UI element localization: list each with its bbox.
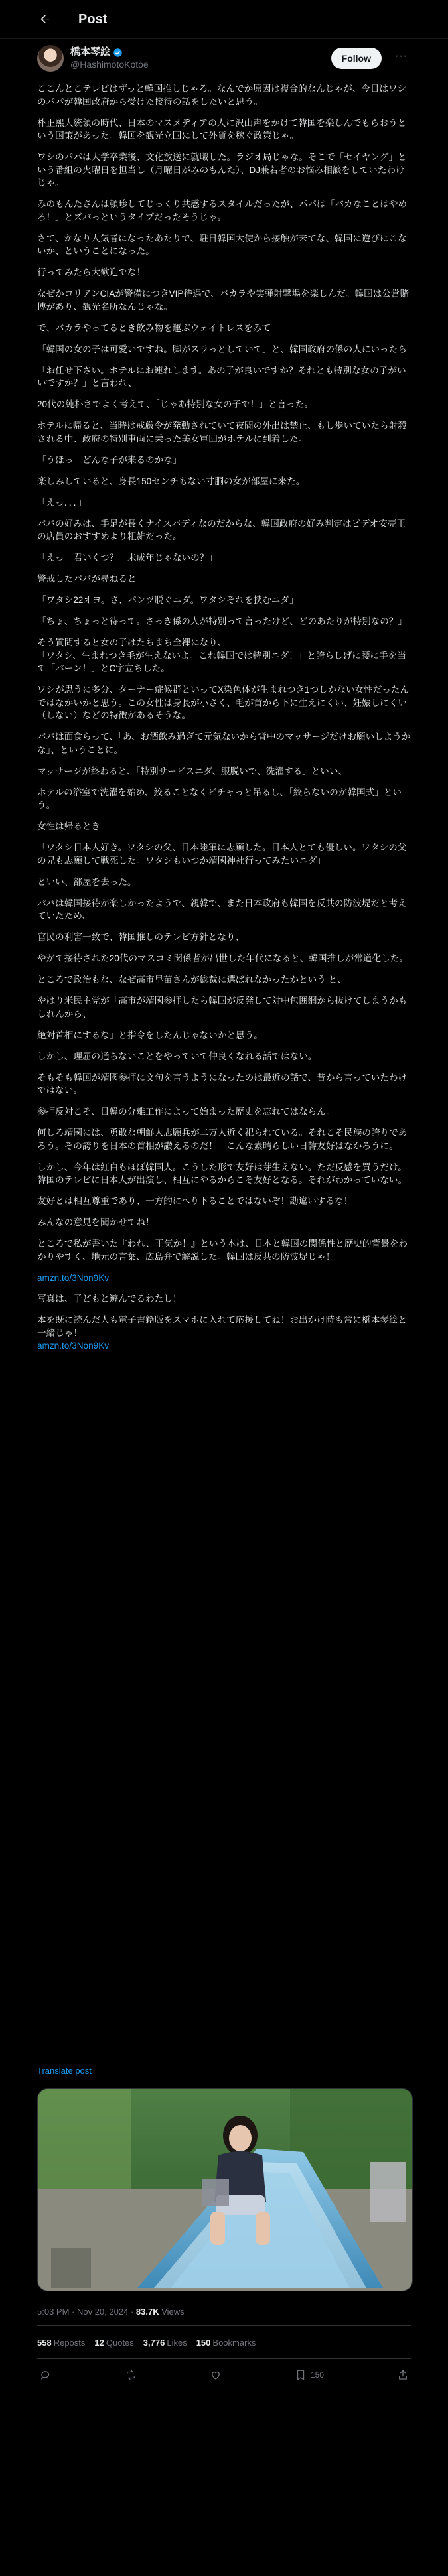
page-title: Post	[78, 11, 108, 27]
engagement-stats	[37, 2333, 256, 2352]
post-paragraph: 写真は、子どもと遊んでるわたし！	[37, 1294, 182, 1304]
slide-photo	[38, 2089, 412, 2291]
bookmark-icon	[295, 2369, 307, 2381]
post-paragraph: パパの好みは、手足が長くナイスバディなのだからな、韓国政府の好み判定はビデオ安売王の店員のおすすめより粗雑だった。	[37, 518, 406, 541]
post-paragraph: 本を既に読んだ人も電子書籍版をスマホに入れて応援してね！お出かけ時も常に橋本琴絵と一緒じゃ！	[37, 1315, 408, 1338]
quotes-stat[interactable]: 12 Quotes	[94, 2337, 134, 2348]
post-paragraph: マッサージが終わると、「特別サービスニダ、服脱いで、洗濯する」といい、	[37, 766, 348, 776]
post-paragraph: 「韓国の女の子は可愛いですね。脚がスラっとしていて」と、韓国政府の係の人にいったら	[37, 344, 407, 354]
post-paragraph: 「ワタシ日本人好き。ワタシの父、日本陸軍に志願した。日本人とても優しい。ワタシの父の兄も志願して戦死した。ワタシもいつか靖國神社行ってみたいニダ」	[37, 843, 407, 866]
reposts-stat[interactable]: 558 Reposts	[37, 2337, 86, 2348]
share-icon	[397, 2369, 409, 2381]
post-paragraph: 「えっ．．．」	[37, 497, 87, 508]
avatar[interactable]	[37, 45, 64, 72]
post-paragraph: パパは面食らって、「あ、お酒飲み過ぎて元気ないから背中のマッサージだけお願いしようかな」、ということに。	[37, 732, 411, 755]
post-paragraphs	[37, 82, 412, 1263]
action-bar	[40, 2366, 409, 2384]
post-paragraph: そう質問すると女の子はたちまち全裸になり、 「ワタシ、生まれつき毛が生えないよ。これ韓国では特別ニダ！」と誇らしげに腰に手を当て「バーン！」とC字立ちした。	[37, 638, 406, 673]
author-block	[37, 42, 411, 74]
divider	[37, 2325, 411, 2326]
post-paragraph: 「うほっ どんな子が来るのかな」	[37, 454, 182, 465]
bookmark-count: 150	[310, 2370, 324, 2380]
post-paragraph: 友好とは相互尊重であり、一方的にへり下ることではないぞ！勘違いするな！	[37, 1196, 353, 1206]
views-count: 83.7K	[135, 2307, 159, 2317]
post-paragraph: 「お任せ下さい。ホテルにお連れします。あの子が良いですか？それとも特別な女の子がいいですか？」と言われ、	[37, 365, 406, 388]
post-paragraph: 官民の利害一致で、韓国推しのテレビ方針となり、	[37, 932, 245, 942]
share-button[interactable]	[397, 2369, 409, 2381]
post-timestamp[interactable]: 5:03 PM · Nov 20, 2024	[37, 2307, 129, 2317]
post-paragraph: ところで政治もな、なぜ高市早苗さんが総裁に選ばれなかったかという と、	[37, 975, 346, 984]
post-photo[interactable]	[37, 2088, 413, 2291]
arrow-left-icon	[38, 13, 52, 26]
post-paragraph: ホテルに帰ると、当時は戒厳令が発動されていて夜間の外出は禁止、もし歩いていたら射殺される中、政府の特別車両に乗った美女軍団がホテルに到着した。	[37, 421, 407, 444]
post-paragraph: 朴正煕大統領の時代、日本のマスメディアの人に沢山声をかけて韓国を楽しんでもらおうという国策があった。韓国を観光立国にして外貨を稼ぐ政策じゃ。	[37, 117, 407, 141]
like-button[interactable]	[210, 2369, 222, 2381]
more-options-icon[interactable]: ···	[395, 50, 408, 62]
post-body	[37, 82, 412, 1361]
top-bar	[0, 0, 448, 39]
post-paragraph: といい、部屋を去った。	[37, 876, 137, 887]
author-name[interactable]: 橋本琴絵	[70, 46, 111, 58]
post-paragraph: やはり米民主党が「高市が靖國参拝したら韓国が反発して対中包囲網から抜けてしまうかもしれんから、	[37, 996, 408, 1019]
post-paragraph: なぜかコリアンCIAが警備につきVIP待遇で、バカラや実弾射撃場を楽しんだ。韓国は公営賭博があり、観光名所なんじゃな。	[37, 289, 410, 312]
author-handle[interactable]: @HashimotoKotoe	[70, 59, 149, 70]
post-paragraph: 楽しみしていると、身長150センチもない寸胴の女が部屋に来た。	[37, 476, 305, 486]
post-paragraph: しかし、今年は紅白もほぼ韓国人。こうした形で友好は芽生えない。ただ反感を買うだけ。韓国のテレビに日本人が出演し、相互にやるからこそ友好となる。それがわかっていない。	[37, 1162, 408, 1185]
reply-button[interactable]	[40, 2369, 52, 2381]
post-paragraph: 参拝反対こそ、日韓の分離工作によって始まった歴史を忘れてはならん。	[37, 1107, 336, 1117]
post-paragraph: そもそも韓国が靖國参拝に文句を言うようになったのは最近の話で、昔から言っていたわけではない。	[37, 1072, 408, 1095]
post-paragraph: ワシのパパは大学卒業後、文化放送に就職した。ラジオ局じゃな。そこで「セイヤング」という番組の火曜日を担当し（月曜日がみのもんた）、DJ兼若者のお悩み相談をしていたわけじゃ。	[37, 152, 407, 188]
post-paragraph: ここんとこテレビはずっと韓国推しじゃろ。なんでか原因は複合的なんじゃが、今日はワシのパパが韓国政府から受けた接待の話をしたいと思う。	[37, 84, 407, 107]
post-paragraph: 「えっ 君いくつ？ 未成年じゃないの？」	[37, 553, 218, 563]
post-paragraph: 行ってみたら大歓迎でな！	[37, 267, 146, 277]
bookmark-button[interactable]	[295, 2369, 324, 2381]
views-label: Views	[161, 2307, 185, 2317]
divider	[37, 2358, 411, 2359]
verified-badge-icon	[113, 48, 123, 58]
bookmarks-stat[interactable]: 150 Bookmarks	[196, 2337, 256, 2348]
repost-button[interactable]	[125, 2369, 137, 2381]
likes-stat[interactable]: 3,776 Likes	[143, 2337, 187, 2348]
post-paragraph: 20代の純朴さでよく考えて、「じゃあ特別な女の子で！」と言った。	[37, 399, 313, 409]
repost-icon	[125, 2369, 137, 2381]
post-paragraph: で、バカラやってるとき飲み物を運ぶウェイトレスをみて	[37, 322, 271, 333]
post-paragraph: やがて接待された20代のマスコミ関係者が出世した年代になると、韓国推しが常道化した。	[37, 953, 408, 963]
post-paragraph: ワシが思うに多分、ターナー症候群といってX染色体が生まれつき1つしかない女性だったんではなかいかと思う。この女性は身長が小さく、毛が首から下に生えにくい、妊娠しにくい（しない）などの特徴があるそうな。	[37, 685, 410, 720]
post-paragraph: 警戒したパパが尋ねると	[37, 574, 137, 584]
post-paragraph: 「ワタシ22オヨ。さ、パンツ脱ぐニダ。ワタシそれを挟むニダ」	[37, 595, 299, 605]
post-paragraph: みんなの意見を聞かせてね！	[37, 1217, 155, 1227]
post-paragraph: ところで私が書いた『われ、正気か！』という本は、日本と韓国の関係性と歴史的背景をわかりやすく、地元の言葉、広島弁で解説した。韓国は反共の防波堤じゃ！	[37, 1239, 408, 1262]
post-paragraph: みのもんたさんは頓珍してじっくり共感するスタイルだったが、パパは「バカなことはやめろ！」とズバっというタイプだったそうじゃ。	[37, 199, 408, 222]
post-paragraph: 女性は帰るとき	[37, 821, 101, 831]
post-paragraph: さて、かなり人気者になったあたりで、駐日韓国大使から接触が来てな、韓国に遊びにこないか、ということになった。	[37, 233, 407, 256]
book-link-2[interactable]: amzn.to/3Non9Kv	[37, 1341, 110, 1351]
post-paragraph: しかし、理屈の通らないことをやっていて仲良くなれる話ではない。	[37, 1051, 317, 1061]
follow-button[interactable]: Follow	[331, 48, 382, 69]
heart-icon	[210, 2369, 222, 2381]
post-meta: 5:03 PM · Nov 20, 2024 · 83.7K Views	[37, 2307, 185, 2317]
post-paragraph: パパは韓国接待が楽しかったようで、親韓で、また日本政府も韓国を反共の防波堤だと考えていたため、	[37, 898, 407, 921]
back-button[interactable]	[32, 6, 58, 33]
translate-post-link[interactable]: Translate post	[37, 2066, 92, 2076]
reply-icon	[40, 2369, 52, 2381]
post-paragraph: 何しろ靖國には、勇敢な朝鮮人志願兵が二万人近く祀られている。それこそ民族の誇りであろう。その誇りを日本の首相が讃えるのだ！ こんな素晴らしい日韓友好はなかろうに。	[37, 1128, 408, 1151]
post-paragraph: ホテルの浴室で洗濯を始め、絞ることなくビチャっと吊るし、「絞らないのが韓国式」という。	[37, 787, 402, 810]
post-paragraph: 絶対首相にするな」と指令をしたんじゃないかと思う。	[37, 1030, 263, 1040]
book-link-1[interactable]: amzn.to/3Non9Kv	[37, 1272, 110, 1283]
post-paragraph: 「ちょ、ちょっと待って。さっき係の人が特別って言ったけど、どのあたりが特別なの？」	[37, 616, 408, 626]
